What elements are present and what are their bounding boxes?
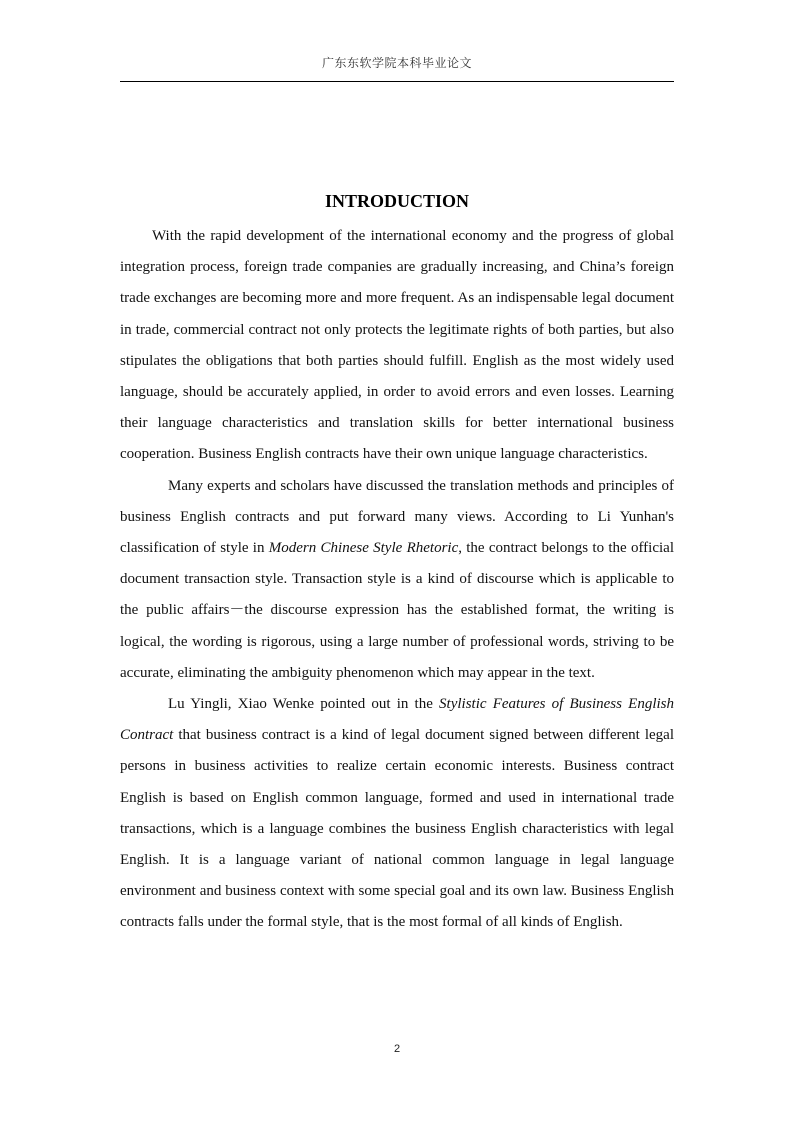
paragraph-1: With the rapid development of the international economy and the progress of global integration process, foreign trade companies are gradually increasing, and China’s foreign trade exchanges are becoming more and more frequent. As an indispensable legal document in trade, commercial contract not only protects the legitimate rights of both parties, but also stipulates the obligations that both parties should fulfill. English as the most widely used language, should be accurately applied, in order to avoid errors and even losses. Learning their language characteristics and translation skills for better international business cooperation. Business English contracts have their own unique language characteristics.	[120, 228, 674, 463]
paragraph-3-text-before: Lu Yingli, Xiao Wenke pointed out in the	[168, 696, 440, 713]
page-number: 2	[393, 1043, 401, 1055]
paragraph-3	[120, 689, 674, 939]
cited-title-modern-chinese-style-rhetoric: Modern Chinese Style Rhetoric	[268, 540, 459, 557]
cited-title-stylistic-features: Stylistic Features of Business English Contract	[120, 696, 674, 744]
paragraph-2-text-after: , the contract belongs to the official document transaction style. Transaction style is a kind of discourse which is applicable to the public affairs－the discourse expression has the established format, the writing is logical, the wording is rigorous, using a large number of professional words, striving to be accurate, eliminating the ambiguity phenomenon which may appear in the text.	[120, 540, 674, 681]
paragraph-3-text-after: that business contract is a kind of legal document signed between different legal persons in business activities to realize certain economic interests. Business contract English is based on English common language, formed and used in international trade transactions, which is a language combines the business English characteristics with legal English. It is a language variant of national common language in legal language environment and business context with some special goal and its own law. Business English contracts falls under the formal style, that is the most formal of all kinds of English.	[120, 727, 674, 931]
section-title: INTRODUCTION	[324, 191, 470, 211]
paragraph-2	[120, 471, 674, 689]
page-header: 广东东软学院本科毕业论文	[321, 56, 472, 70]
paragraph-2-text-before: Many experts and scholars have discussed the translation methods and principles of business English contracts and put forward many views. According to Li Yunhan's classification of style in	[120, 477, 674, 557]
header-divider	[120, 81, 674, 82]
body-text	[120, 221, 674, 939]
